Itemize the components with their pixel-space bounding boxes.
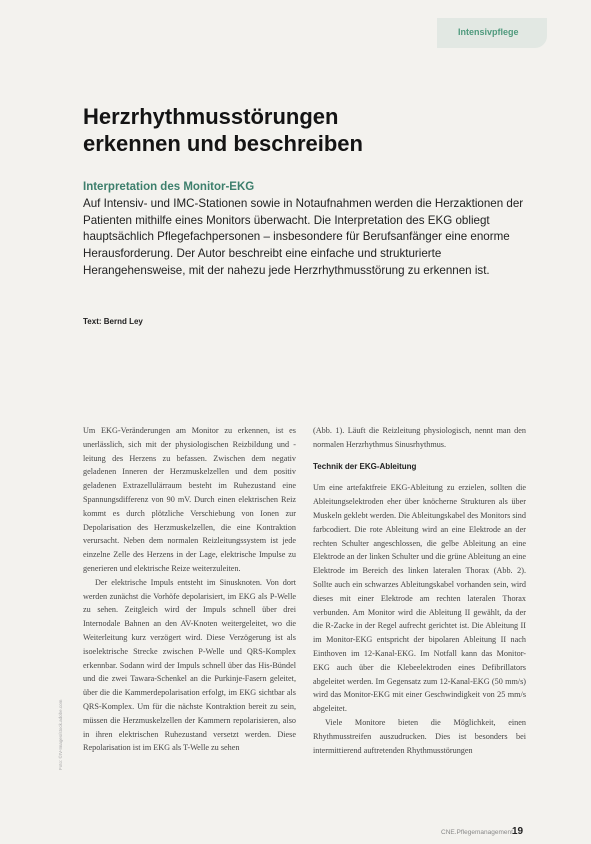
journal-name: CNE.Pflegemanagement: [441, 829, 513, 836]
page-number: 19: [512, 826, 524, 837]
body-paragraph: Viele Monitore bieten die Möglichkeit, einen Rhythmusstreifen auszudrucken. Dies ist besonders bei intermittierend auftretenden Rhythmusstörungen: [313, 717, 526, 755]
body-paragraph: Um EKG-Veränderungen am Monitor zu erkennen, ist es unerlässlich, sich mit der physiologischen Reizbildung und -leitung des Herzens zu befassen. Zwischen dem negativ geladenen Inneren der Herzmuskelzellen und dem positiv geladenen Extrazellulärraum besteht im Ruhezustand eine Spannungsdifferenz von 90 mV. Durch einen elektrischen Reiz kommt es durch plötzliche Verschiebung von Ionen zur Depolarisation des Herzmuskelzellen, die eine Kontraktion verursacht. Neben dem normalen Reizleitungssystem ist jede einzelne Zelle des Herzens in der Lage, elektrische Impulse zu generieren und elektrische Reize weiterzuleiten.: [83, 426, 296, 573]
body-paragraph: Der elektrische Impuls entsteht im Sinusknoten. Von dort werden zunächst die Vorhöfe depolarisiert, im EKG als P-Welle zu sehen. Zeitgleich wird der Impuls schnell über drei Internodale Bahnen an den AV-Knoten weitergeleitet, wo die Weiterleitung kurz verzögert wird. Diese Verzögerung ist als isoelektrische Strecke zwischen P-Welle und QRS-Komplex erkennbar. Sodann wird der Impuls schnell über das His-Bündel und die zwei Tawara-Schenkel an die Purkinje-Fasern geleitet, über die die Kammerdepolarisation erfolgt, im EKG sichtbar als QRS-Komplex. Um für die nächste Kontraktion bereit zu sein, müssen die Herzmuskelzellen der Kammern repolarisieren, also in ihren elektrischen Ruhezustand versetzt werden. Diese Repolarisation ist im EKG als T-Welle zu sehen: [83, 577, 296, 753]
body-column-left: [83, 424, 296, 755]
article-author: Text: Bernd Ley: [83, 317, 143, 326]
title-line-2: erkennen und beschreiben: [83, 131, 363, 156]
photo-credit: Foto: ©IV-Images/stock.adobe.com: [58, 699, 63, 770]
body-column-right: [313, 424, 526, 757]
section-label: Intensivpflege: [458, 27, 519, 37]
article-lead: Auf Intensiv- und IMC-Stationen sowie in Notaufnahmen werden die Herzaktionen der Patienten mithilfe eines Monitors überwacht. Die Interpretation des EKG obliegt hauptsächlich Pflegefachpersonen – insbesondere für Berufsanfänger eine enorme Herausforderung. Der Autor beschreibt eine einfache und strukturierte Herangehensweise, mit der nahezu jede Herzrhythmusstörung zu erkennen ist.: [83, 197, 524, 277]
article-title: [83, 103, 523, 157]
body-paragraph: (Abb. 1). Läuft die Reizleitung physiologisch, nennt man den normalen Herzrhythmus Sinusrhythmus.: [313, 426, 526, 449]
article-subheading: Interpretation des Monitor-EKG: [83, 181, 255, 193]
body-paragraph: Um eine artefaktfreie EKG-Ableitung zu erzielen, sollten die Ableitungselektroden eher über knöcherne Strukturen als über Muskeln geklebt werden. Die Ableitungskabel des Monitors sind farbcodiert. Die rote Ableitung wird an eine Elektrode an der rechten Schulter angeschlossen, die gelbe Ableitung an eine Elektrode an der linken Schulter und die grüne Ableitung an eine Elektrode im Bereich des linken lateralen Thorax (Abb. 2). Sollte auch ein schwarzes Ableitungskabel vorhanden sein, wird dieses mit einer Elektrode am rechten lateralen Thorax verbunden. Am Monitor wird die Ableitung II gewählt, da der die R-Zacke in der Regel aufrecht gerichtet ist. Die Ableitung II im Monitor-EKG entspricht der bipolaren Ableitung II nach Einthoven im 12-Kanal-EKG. Im Notfall kann das Monitor-EKG auch über die Klebeelektroden eines Defibrillators abgeleitet werden. Im Gegensatz zum 12-Kanal-EKG (50 mm/s) wird das Monitor-EKG mit einer Geschwindigkeit von 25 mm/s abgeleitet.: [313, 483, 526, 714]
section-heading: Technik der EKG-Ableitung: [313, 461, 417, 471]
title-line-1: Herzrhythmusstörungen: [83, 104, 339, 129]
